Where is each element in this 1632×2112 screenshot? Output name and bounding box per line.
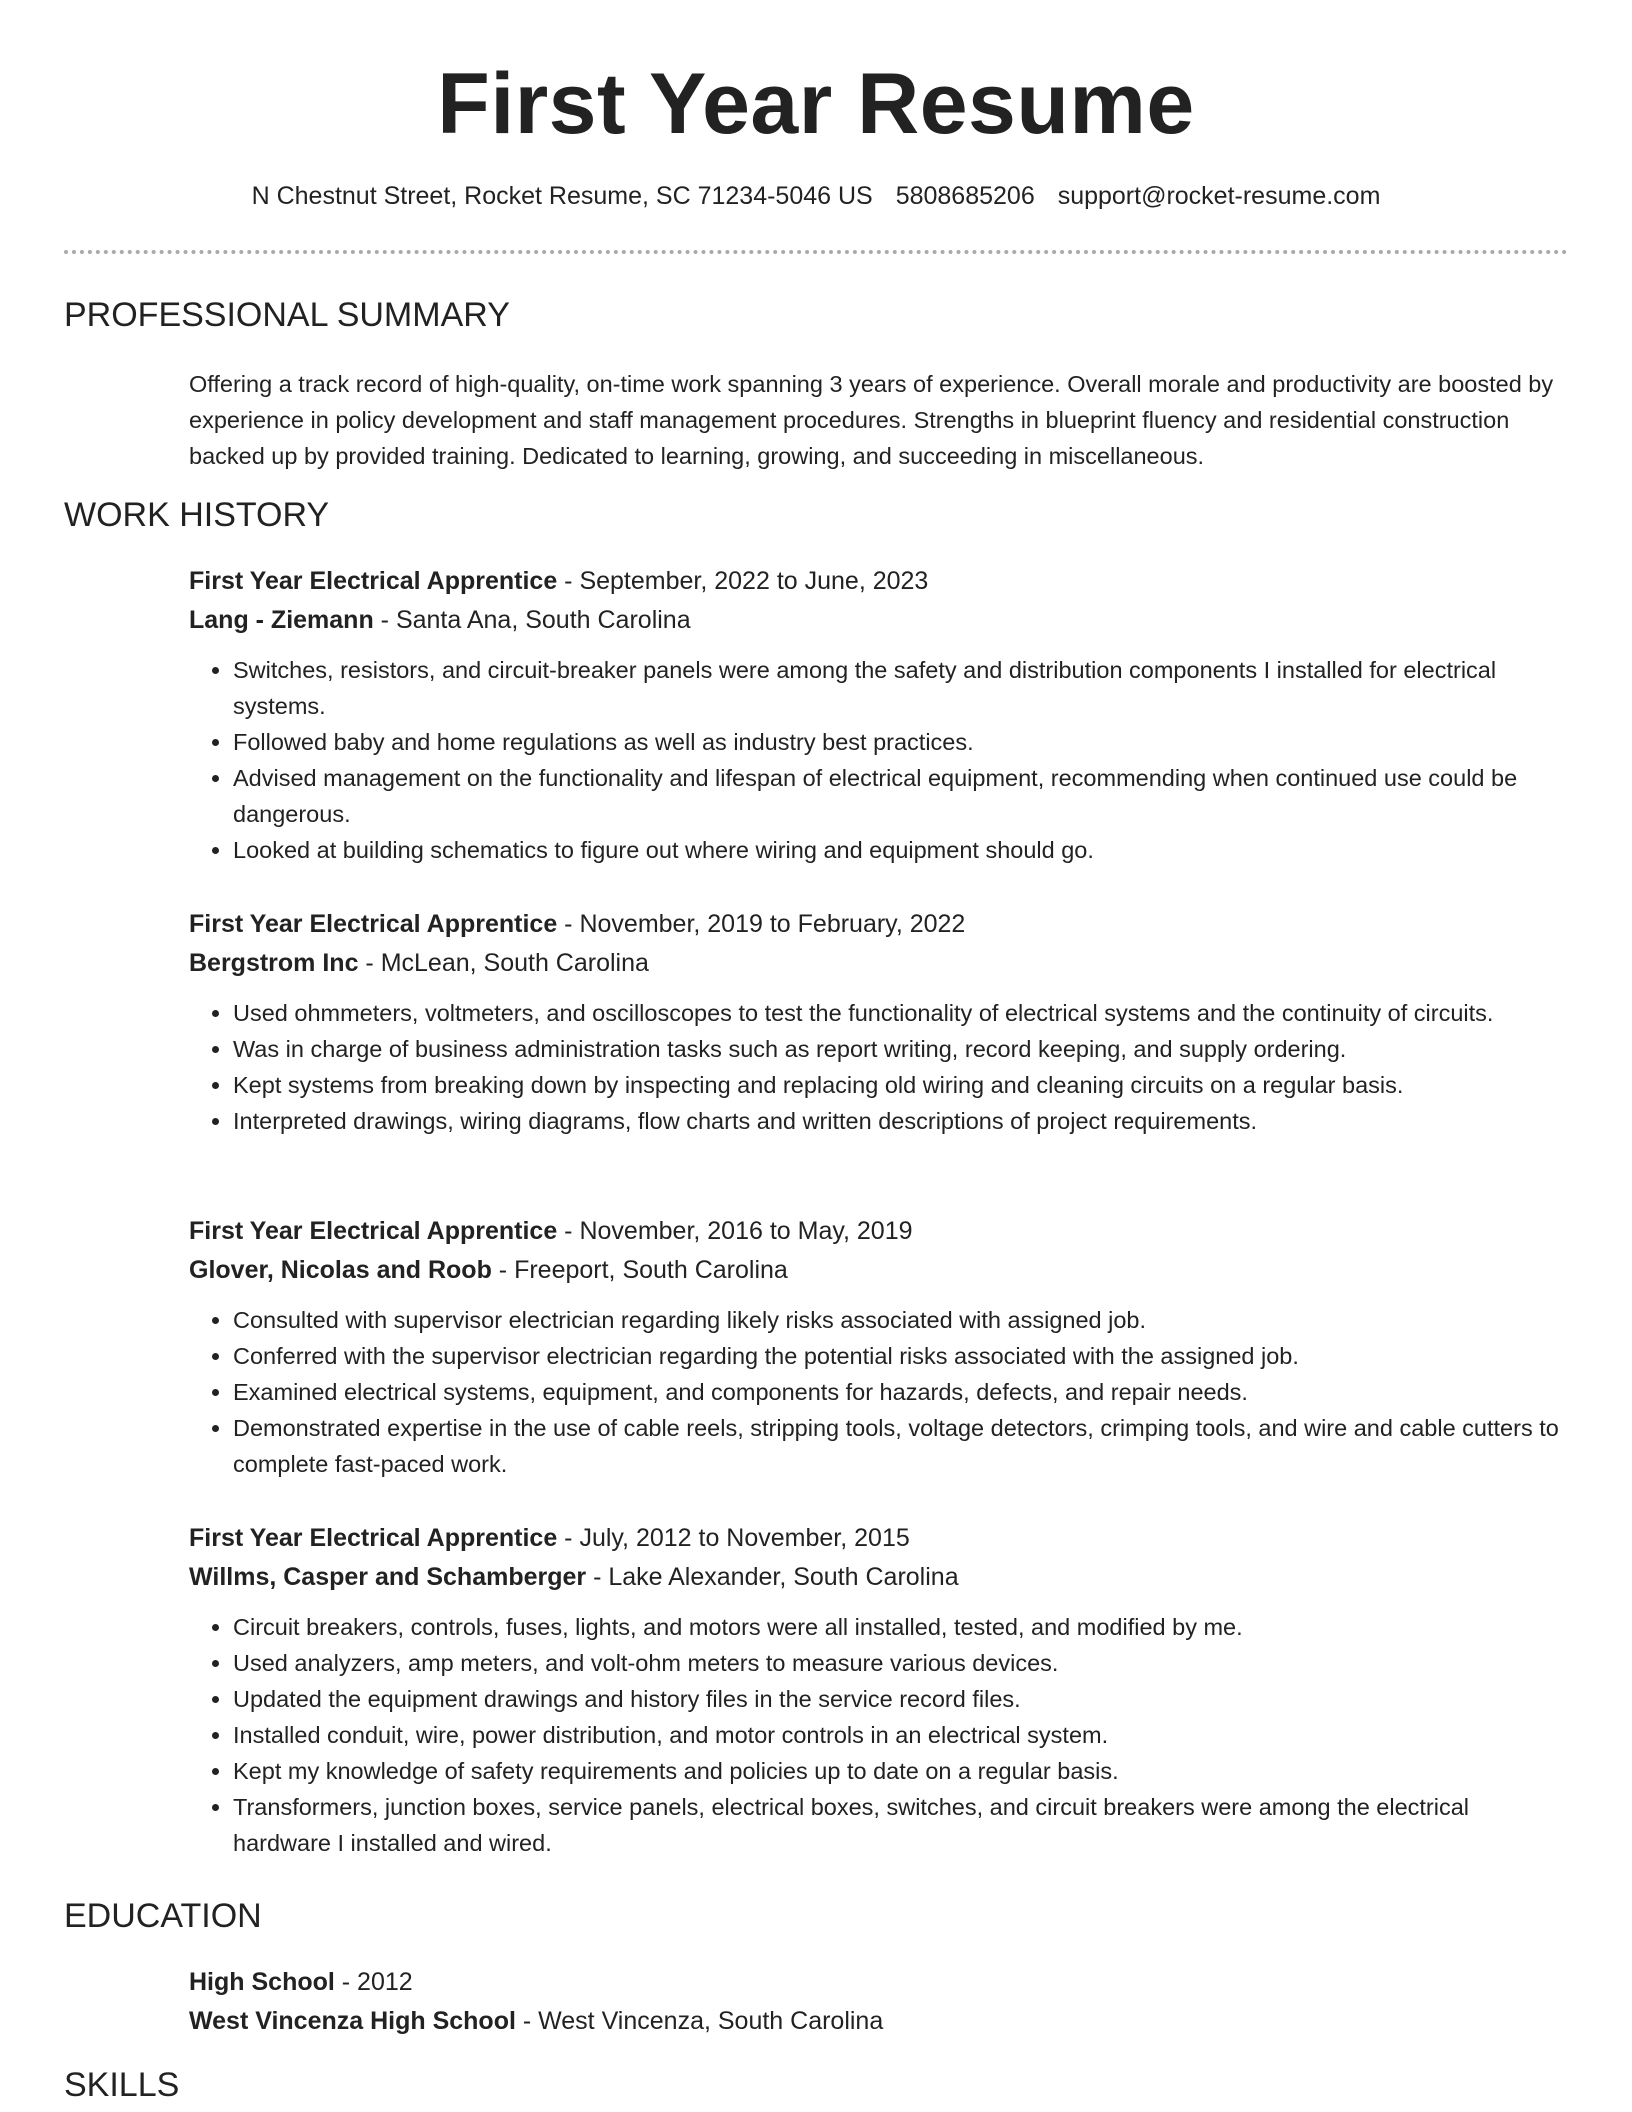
education-entry bbox=[189, 1963, 1569, 2041]
job-title-line bbox=[189, 1212, 1569, 1251]
contact-address: N Chestnut Street, Rocket Resume, SC 71234-5046 US bbox=[251, 182, 873, 210]
section-title-education: EDUCATION bbox=[64, 1897, 262, 1935]
education-degree-line bbox=[189, 1963, 1569, 2002]
list-item: • Kept systems from breaking down by inspecting and replacing old wiring and cleaning circuits on a regular basis. bbox=[233, 1067, 1569, 1103]
contact-phone: 5808685206 bbox=[895, 182, 1035, 210]
list-item: • Examined electrical systems, equipment, and components for hazards, defects, and repair needs. bbox=[233, 1374, 1569, 1410]
job-title: First Year Electrical Apprentice bbox=[189, 1217, 558, 1245]
job-company: Lang - Ziemann bbox=[189, 606, 374, 634]
job-location: - Lake Alexander, South Carolina bbox=[586, 1563, 959, 1591]
job-bullets bbox=[189, 1609, 1569, 1861]
job-company-line bbox=[189, 1558, 1569, 1597]
job-title: First Year Electrical Apprentice bbox=[189, 1524, 558, 1552]
education-degree: High School bbox=[189, 1968, 335, 1996]
job-bullets bbox=[189, 652, 1569, 868]
education-year: - 2012 bbox=[334, 1968, 413, 1996]
list-item: • Conferred with the supervisor electrician regarding the potential risks associated with the assigned job. bbox=[233, 1338, 1569, 1374]
header-divider bbox=[64, 250, 1568, 254]
list-item: • Looked at building schematics to figure out where wiring and equipment should go. bbox=[233, 832, 1569, 868]
job-company: Bergstrom Inc bbox=[189, 949, 359, 977]
list-item: • Demonstrated expertise in the use of cable reels, stripping tools, voltage detectors, crimping tools, and wire and cable cutters to complete fast-paced work. bbox=[233, 1410, 1569, 1482]
job-entry bbox=[189, 905, 1569, 1139]
job-bullets bbox=[189, 1302, 1569, 1482]
list-item: • Used ohmmeters, voltmeters, and oscilloscopes to test the functionality of electrical systems and the continuity of circuits. bbox=[233, 995, 1569, 1031]
list-item: • Followed baby and home regulations as well as industry best practices. bbox=[233, 724, 1569, 760]
job-title-line bbox=[189, 562, 1569, 601]
list-item: • Kept my knowledge of safety requirements and policies up to date on a regular basis. bbox=[233, 1753, 1569, 1789]
section-title-work-history: WORK HISTORY bbox=[64, 496, 330, 534]
job-company-line bbox=[189, 944, 1569, 983]
education-school-line bbox=[189, 2002, 1569, 2041]
list-item: • Switches, resistors, and circuit-breaker panels were among the safety and distribution components I installed for electrical systems. bbox=[233, 652, 1569, 724]
list-item: • Was in charge of business administration tasks such as report writing, record keeping, and supply ordering. bbox=[233, 1031, 1569, 1067]
education-school: West Vincenza High School bbox=[189, 2007, 516, 2035]
section-title-summary: PROFESSIONAL SUMMARY bbox=[64, 296, 510, 334]
job-dates: - November, 2016 to May, 2019 bbox=[557, 1217, 913, 1245]
job-title: First Year Electrical Apprentice bbox=[189, 567, 558, 595]
list-item: • Consulted with supervisor electrician regarding likely risks associated with assigned job. bbox=[233, 1302, 1569, 1338]
job-dates: - November, 2019 to February, 2022 bbox=[557, 910, 966, 938]
job-title: First Year Electrical Apprentice bbox=[189, 910, 558, 938]
job-dates: - September, 2022 to June, 2023 bbox=[557, 567, 929, 595]
job-entry bbox=[189, 562, 1569, 868]
education-location: - West Vincenza, South Carolina bbox=[515, 2007, 884, 2035]
summary-text: Offering a track record of high-quality, on-time work spanning 3 years of experience. Overall morale and productivity are boosted by experience in policy development and staff management procedures. Strengths in blueprint fluency and residential construction backed up by provided training. Dedicated to learning, growing, and succeeding in miscellaneous. bbox=[189, 371, 1554, 469]
contact-email: support@rocket-resume.com bbox=[1057, 182, 1381, 210]
job-company-line bbox=[189, 601, 1569, 640]
job-title-line bbox=[189, 1519, 1569, 1558]
job-location: - Freeport, South Carolina bbox=[491, 1256, 788, 1284]
job-bullets bbox=[189, 995, 1569, 1139]
list-item: • Circuit breakers, controls, fuses, lights, and motors were all installed, tested, and modified by me. bbox=[233, 1609, 1569, 1645]
list-item: • Interpreted drawings, wiring diagrams, flow charts and written descriptions of project requirements. bbox=[233, 1103, 1569, 1139]
list-item: • Transformers, junction boxes, service panels, electrical boxes, switches, and circuit breakers were among the electrical hardware I installed and wired. bbox=[233, 1789, 1569, 1861]
job-entry bbox=[189, 1519, 1569, 1861]
list-item: • Advised management on the functionality and lifespan of electrical equipment, recommending when continued use could be dangerous. bbox=[233, 760, 1569, 832]
job-company-line bbox=[189, 1251, 1569, 1290]
contact-line bbox=[0, 182, 1632, 211]
list-item: • Used analyzers, amp meters, and volt-ohm meters to measure various devices. bbox=[233, 1645, 1569, 1681]
job-company: Glover, Nicolas and Roob bbox=[189, 1256, 492, 1284]
section-title-skills: SKILLS bbox=[64, 2066, 180, 2104]
job-dates: - July, 2012 to November, 2015 bbox=[557, 1524, 910, 1552]
list-item: • Updated the equipment drawings and history files in the service record files. bbox=[233, 1681, 1569, 1717]
job-entry bbox=[189, 1212, 1569, 1482]
job-title-line bbox=[189, 905, 1569, 944]
job-company: Willms, Casper and Schamberger bbox=[189, 1563, 587, 1591]
job-location: - Santa Ana, South Carolina bbox=[373, 606, 691, 634]
job-location: - McLean, South Carolina bbox=[358, 949, 649, 977]
resume-title: First Year Resume bbox=[437, 56, 1195, 152]
list-item: • Installed conduit, wire, power distribution, and motor controls in an electrical system. bbox=[233, 1717, 1569, 1753]
